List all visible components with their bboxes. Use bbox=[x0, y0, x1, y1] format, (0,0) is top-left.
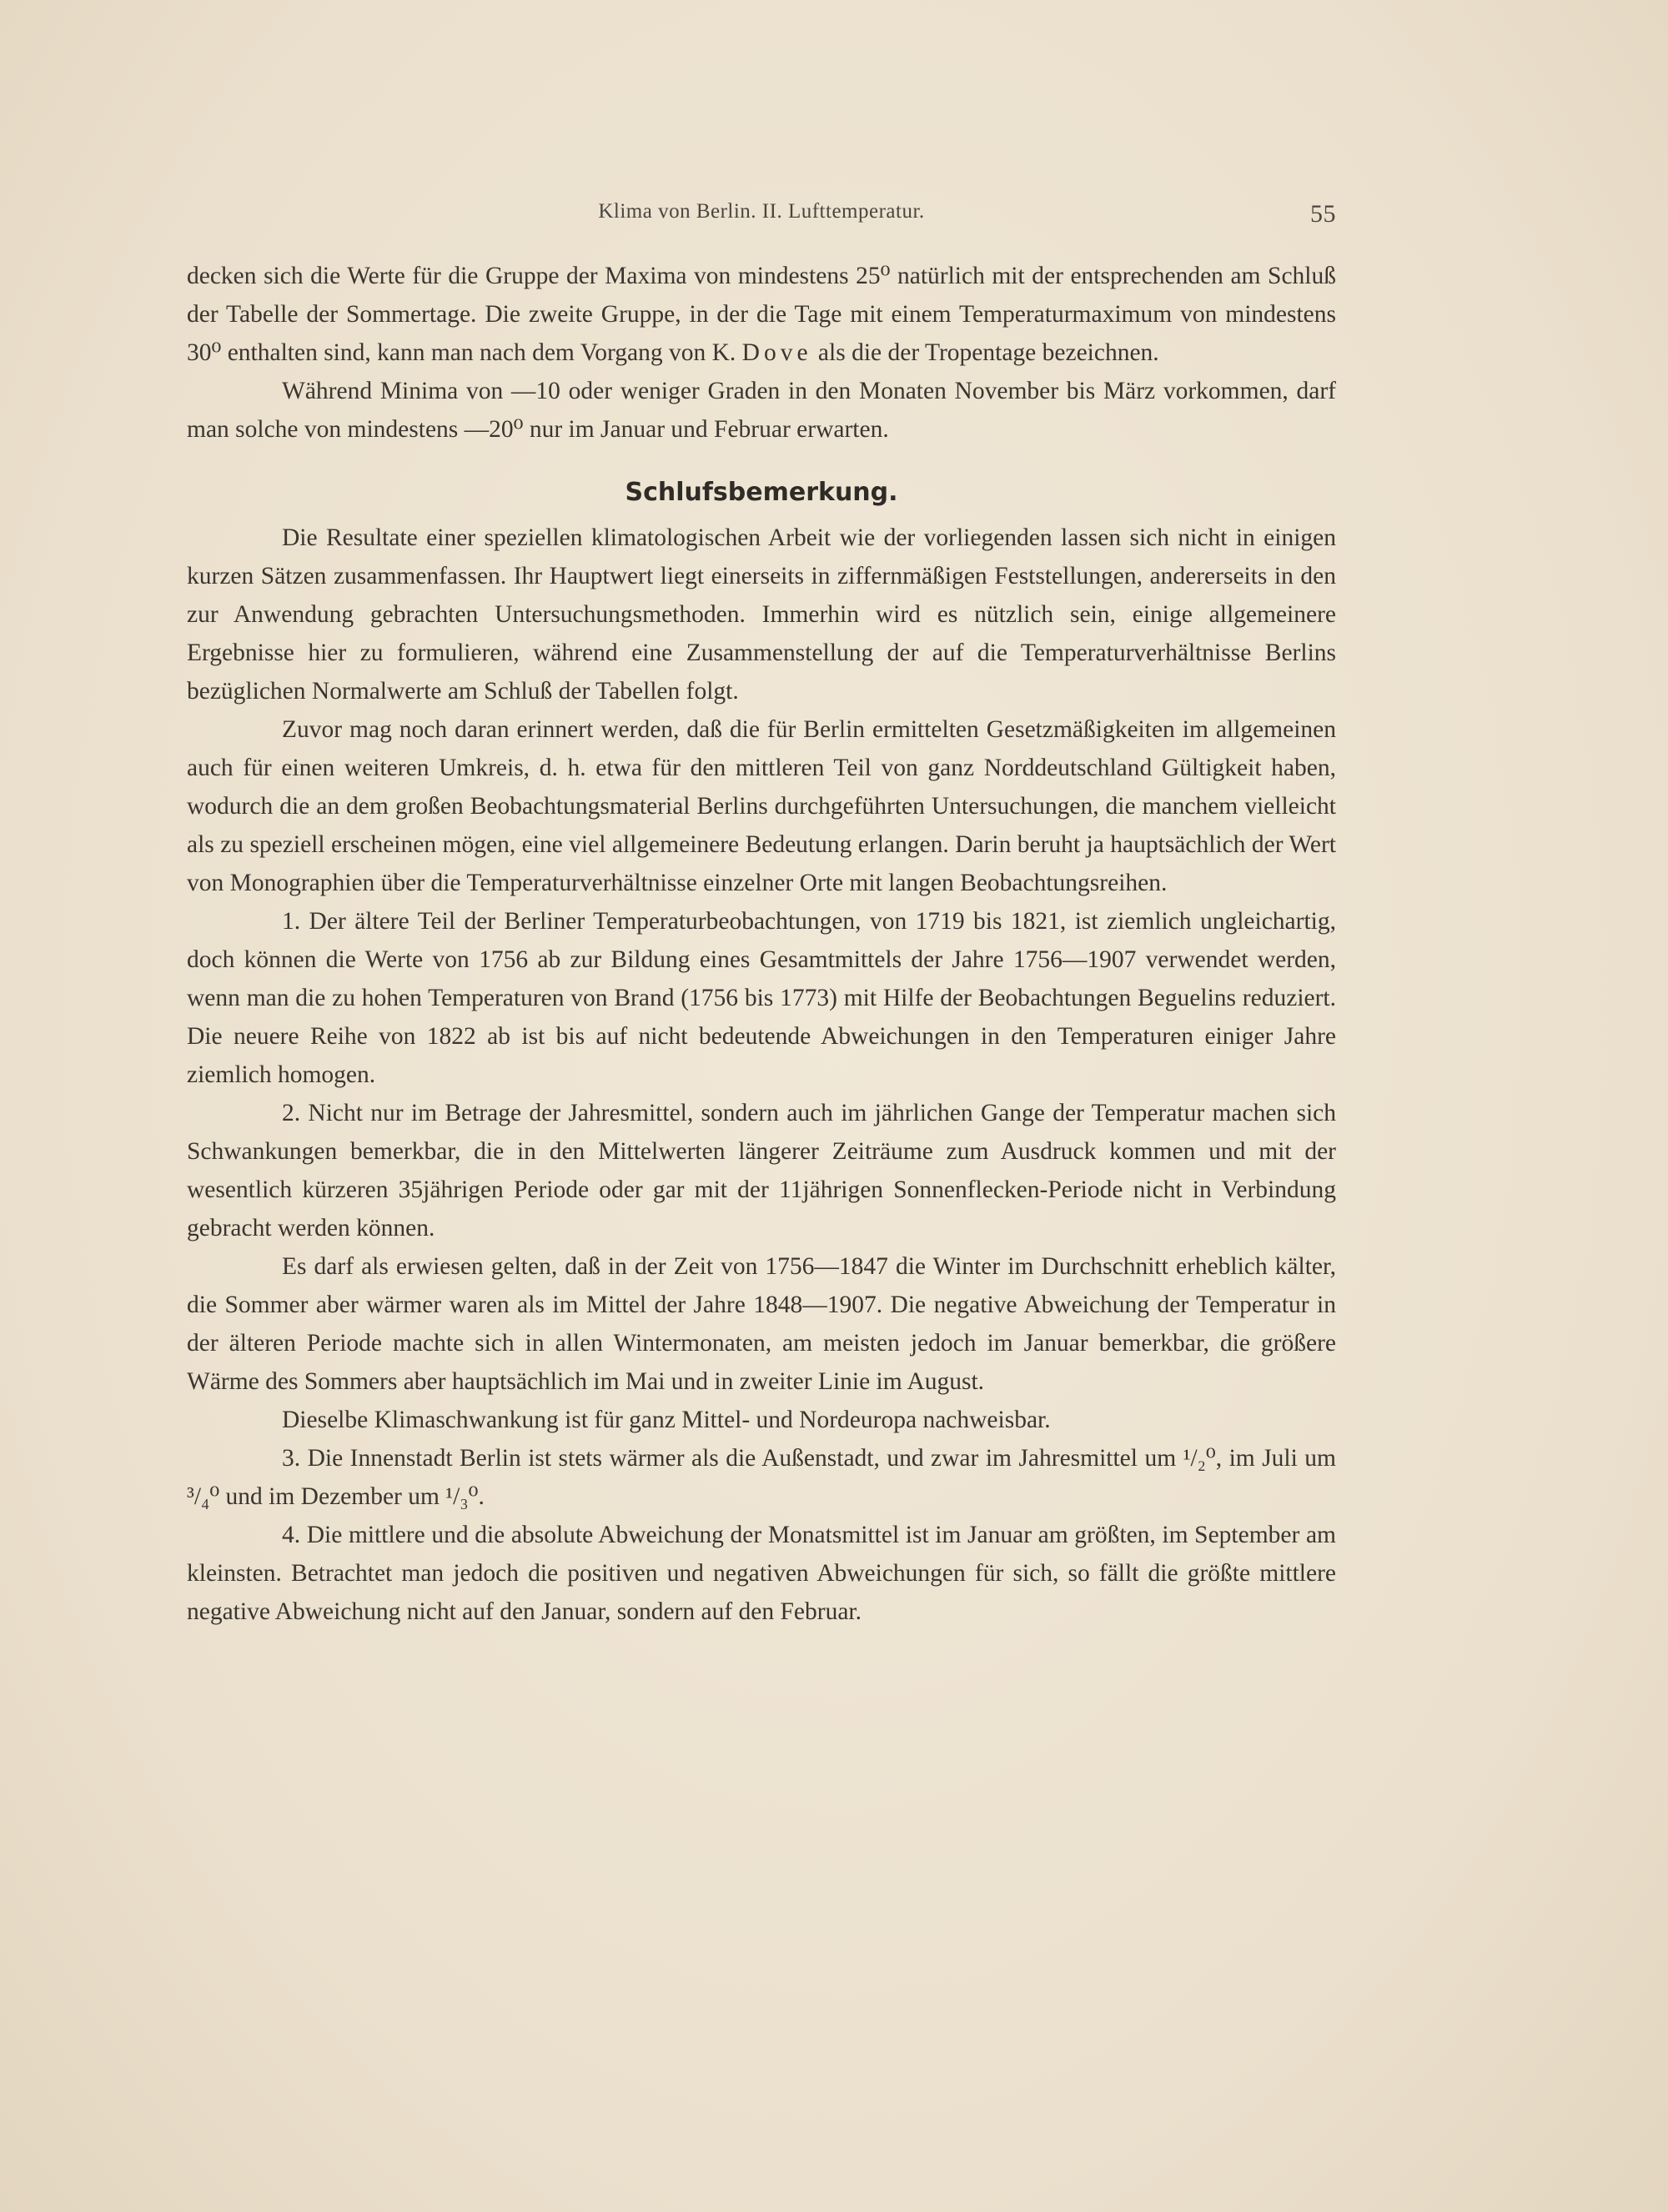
numbered-paragraph: 2. Nicht nur im Betrage der Jahresmittel, sondern auch im jährlichen Gange der Temperatur machen sich Schwankungen bemerkbar, die in den Mittelwerten längerer Zeiträume zum Ausdruck kommen und mit der wesentlich kürzeren 35jährigen Periode oder gar mit der 11jährigen Sonnenflecken-Periode nicht in Verbindung gebracht werden können. bbox=[187, 1100, 1336, 1241]
author-name: Dove bbox=[741, 339, 812, 366]
body-text bbox=[187, 257, 1336, 1631]
running-title: Klima von Berlin. II. Lufttemperatur. bbox=[598, 200, 925, 223]
paragraph: Es darf als erwiesen gelten, daß in der Zeit von 1756—1847 die Winter im Durchschnitt erheblich kälter, die Sommer aber wärmer waren als im Mittel der Jahre 1848—1907. Die negative Abweichung der Temperatur in der älteren Periode machte sich in allen Wintermonaten, am meisten jedoch im Januar bemerkbar, die größere Wärme des Sommers aber hauptsächlich im Mai und in zweiter Linie im August. bbox=[187, 1253, 1336, 1395]
running-header bbox=[187, 200, 1336, 233]
paragraph: Die Resultate einer speziellen klimatologischen Arbeit wie der vorliegenden lassen sich nicht in einigen kurzen Sätzen zusammenfassen. Ihr Hauptwert liegt einerseits in ziffernmäßigen Feststellungen, andererseits in den zur Anwendung gebrachten Untersuchungsmethoden. Immerhin wird es nützlich sein, einige allgemeinere Ergebnisse hier zu formulieren, während eine Zusammenstellung der auf die Temperaturverhältnisse Berlins bezüglichen Normalwerte am Schluß der Tabellen folgt. bbox=[187, 524, 1336, 705]
paragraph-text: als die der Tropentage bezeichnen. bbox=[817, 339, 1159, 366]
paragraph: Während Minima von —10 oder weniger Graden in den Monaten November bis März vorkommen, darf man solche von mindestens —20⁰ nur im Januar und Februar erwarten. bbox=[187, 378, 1336, 443]
paragraph: Zuvor mag noch daran erinnert werden, daß die für Berlin ermittelten Gesetzmäßigkeiten im allgemeinen auch für einen weiteren Umkreis, d. h. etwa für den mittleren Teil von ganz Norddeutschland Gültigkeit haben, wodurch die an dem großen Beobachtungsmaterial Berlins durchgeführten Untersuchungen, die manchem vielleicht als zu speziell erscheinen mögen, eine viel allgemeinere Bedeutung erlangen. Darin beruht ja hauptsächlich der Wert von Monographien über die Temperaturverhältnisse einzelner Orte mit langen Beobachtungsreihen. bbox=[187, 716, 1336, 896]
page-number: 55 bbox=[1310, 200, 1336, 228]
numbered-paragraph: 3. Die Innenstadt Berlin ist stets wärmer als die Außenstadt, und zwar im Jahresmittel um ¹/₂⁰, im Juli um ³/₄⁰ und im Dezember um ¹/₃⁰. bbox=[187, 1445, 1336, 1510]
paragraph-text: decken sich die Werte für die Gruppe der Maxima von mindestens 25⁰ natürlich mit der entsprechenden am Schluß der Tabelle der Sommertage. Die zweite Gruppe, in der die Tage mit einem Temperaturmaximum von mindestens 30⁰ enthalten sind, kann man nach dem Vorgang von K. bbox=[187, 263, 1336, 366]
paragraph bbox=[187, 257, 1336, 372]
numbered-paragraph: 1. Der ältere Teil der Berliner Temperaturbeobachtungen, von 1719 bis 1821, ist ziemlich ungleichartig, doch können die Werte von 1756 ab zur Bildung eines Gesamtmittels der Jahre 1756—1907 verwendet werden, wenn man die zu hohen Temperaturen von Brand (1756 bis 1773) mit Hilfe der Beobachtungen Beguelins reduziert. Die neuere Reihe von 1822 ab ist bis auf nicht bedeutende Abweichungen in den Temperaturen einiger Jahre ziemlich homogen. bbox=[187, 908, 1336, 1088]
section-heading: Schlufsbemerkung. bbox=[625, 478, 898, 507]
paragraph: Dieselbe Klimaschwankung ist für ganz Mittel- und Nordeuropa nachweisbar. bbox=[282, 1407, 1051, 1433]
numbered-paragraph: 4. Die mittlere und die absolute Abweichung der Monatsmittel ist im Januar am größten, im September am kleinsten. Betrachtet man jedoch die positiven und negativen Abweichungen für sich, so fällt die größte mittlere negative Abweichung nicht auf den Januar, sondern auf den Februar. bbox=[187, 1522, 1336, 1625]
